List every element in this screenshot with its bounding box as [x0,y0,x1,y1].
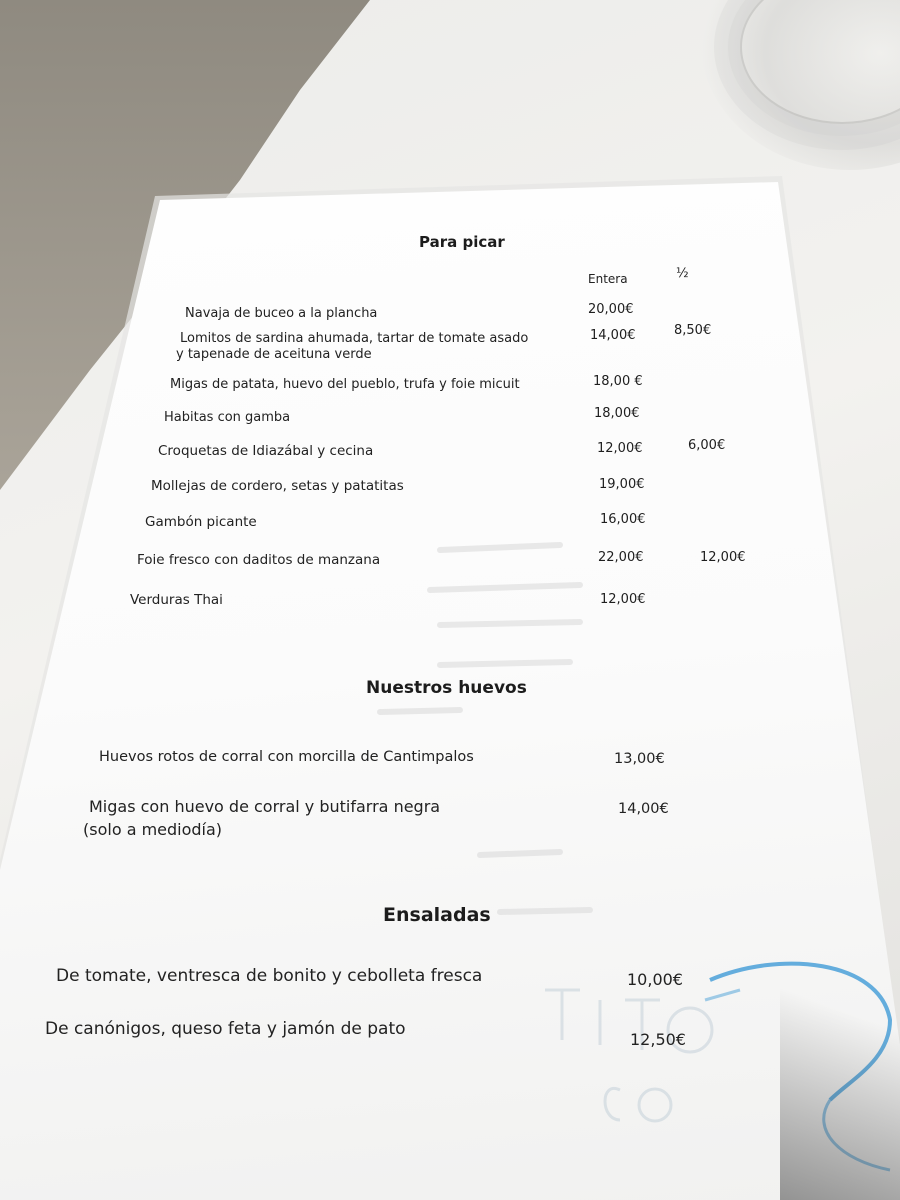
price-full-lomitos: 14,00€ [590,328,636,343]
dish-navaja: Navaja de buceo a la plancha [185,306,378,321]
price-full-gambon: 16,00€ [600,512,646,527]
price-full-foie: 22,00€ [598,550,644,565]
dish-verduras-thai: Verduras Thai [130,592,223,608]
dish-lomitos-sardina: Lomitos de sardina ahumada, tartar de tomate asado [180,331,529,346]
price-full-croquetas: 12,00€ [597,441,643,456]
price-ensalada-canonigos: 12,50€ [630,1030,686,1049]
corner-shadow [780,940,900,1200]
section-title-para-picar: Para picar [419,233,505,251]
price-full-navaja: 20,00€ [588,302,634,317]
price-ensalada-tomate: 10,00€ [627,970,683,989]
price-full-mollejas: 19,00€ [599,477,645,492]
price-half-lomitos: 8,50€ [674,323,712,338]
dish-lomitos-sardina-line2: y tapenade de aceituna verde [176,347,372,362]
dish-croquetas: Croquetas de Idiazábal y cecina [158,443,374,459]
section-title-nuestros-huevos: Nuestros huevos [366,678,527,698]
dish-migas-huevo-note: (solo a mediodía) [83,820,223,839]
dish-mollejas: Mollejas de cordero, setas y patatitas [151,478,404,494]
column-header-half: ½ [676,266,689,281]
dish-ensalada-canonigos: De canónigos, queso feta y jamón de pato [45,1019,406,1039]
section-title-ensaladas: Ensaladas [383,904,491,926]
dish-migas-huevo: Migas con huevo de corral y butifarra negra [89,797,441,816]
dish-gambon: Gambón picante [145,514,257,530]
price-full-habitas: 18,00€ [594,406,640,421]
price-half-croquetas: 6,00€ [688,438,726,453]
price-full-verduras: 12,00€ [600,592,646,607]
price-huevos-rotos: 13,00€ [614,751,665,767]
dish-ensalada-tomate: De tomate, ventresca de bonito y cebolleta fresca [56,966,483,986]
dish-huevos-rotos: Huevos rotos de corral con morcilla de Cantimpalos [99,749,474,765]
dish-foie-fresco: Foie fresco con daditos de manzana [137,552,381,568]
column-header-entera: Entera [588,272,628,286]
dish-habitas: Habitas con gamba [164,410,291,425]
price-full-migas-patata: 18,00 € [593,374,643,389]
dish-migas-patata: Migas de patata, huevo del pueblo, trufa y foie micuit [170,377,520,392]
price-half-foie: 12,00€ [700,550,746,565]
price-migas-huevo: 14,00€ [618,801,669,817]
